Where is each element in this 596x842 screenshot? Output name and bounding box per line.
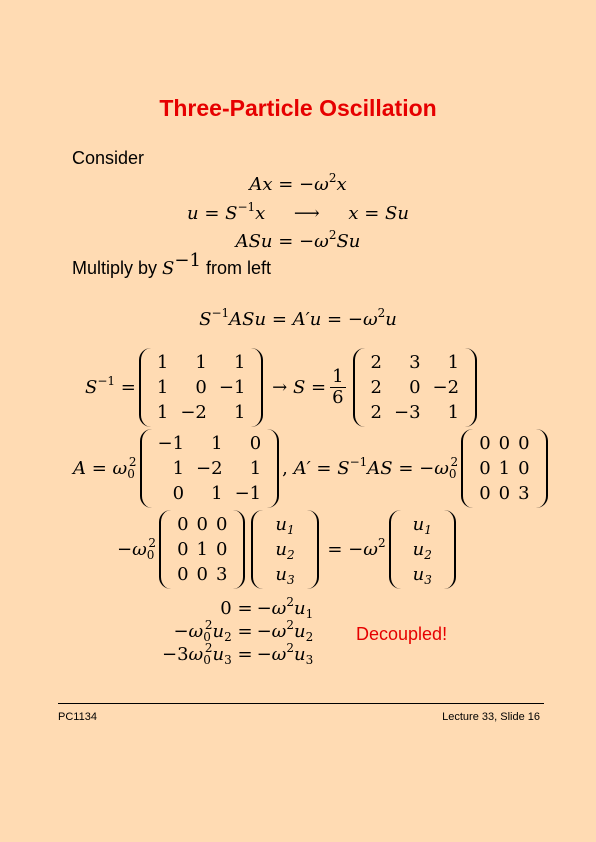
matrix-cell: 0	[498, 483, 511, 504]
matrix-cell: 3	[215, 564, 228, 585]
matrix-cell: 1	[498, 458, 511, 479]
matrix-a-prime-2	[159, 510, 245, 589]
matrix-cell: 1	[233, 402, 246, 423]
matrix-a-row: $A = \omega_0^2$ −1 1 0 1 −2 1 0 1 −1 , $A' = S^{-1}AS = -\omega_0^2$ 0 0 0 0 1 0 0 0 3	[73, 429, 551, 508]
matrix-cell: −2	[180, 402, 207, 423]
footer-slide: Lecture 33, Slide 16	[442, 711, 540, 723]
matrix-cell: 0	[518, 433, 530, 454]
decoupled-equations: 0 = $-\omega^2u_1$ $-\omega_0^2u_2$ = $-\omega^2u_2$ $-3\omega_0^2u_3$ = $-\omega^2u_3$	[162, 595, 314, 667]
vector-u: $u_1$ $u_2$ $u_3$	[251, 510, 318, 589]
matrix-cell: 0	[479, 433, 491, 454]
matrix-s-inverse	[139, 348, 264, 427]
matrix-cell: 2	[370, 377, 382, 398]
matrix-cell: −1	[234, 483, 262, 504]
matrix-cell: 0	[177, 539, 189, 560]
matrix-cell: 0	[195, 377, 207, 398]
matrix-cell: 1	[156, 402, 169, 423]
matrix-cell: 1	[195, 352, 207, 373]
matrix-cell: 0	[479, 483, 491, 504]
matrix-cell: 0	[215, 514, 228, 535]
matrix-cell: −2	[432, 377, 460, 398]
matrix-cell: 0	[196, 564, 208, 585]
matrix-cell: 2	[370, 352, 382, 373]
matrix-cell: 0	[498, 433, 511, 454]
matrix-cell: 2	[370, 402, 382, 423]
matrix-cell: 3	[409, 352, 421, 373]
matrix-cell: −1	[218, 377, 246, 398]
matrix-cell: 1	[211, 483, 223, 504]
matrix-cell: 1	[196, 539, 208, 560]
matrix-cell: 3	[518, 483, 530, 504]
matrix-cell: 0	[177, 564, 189, 585]
matrix-cell: 0	[196, 514, 208, 535]
matrix-a-prime	[461, 429, 547, 508]
matrix-cell: 0	[215, 539, 228, 560]
matrix-cell: 0	[479, 458, 491, 479]
matrix-cell: 1	[211, 433, 223, 454]
equation-asu: ASu = $-\omega^2Su$	[235, 228, 361, 252]
consider-text: Consider	[72, 148, 145, 168]
matrix-cell: 1	[249, 458, 262, 479]
matrix-s	[353, 348, 478, 427]
matrix-cell: −2	[196, 458, 223, 479]
matrix-cell: 1	[233, 352, 246, 373]
fraction-one-sixth: $\frac{1}{6}$	[332, 366, 344, 408]
matrix-cell: 0	[518, 458, 530, 479]
decoupled-label: Decoupled!	[356, 624, 448, 644]
matrix-cell: 1	[447, 352, 460, 373]
matrix-s-row: $S^{-1}$ = 1 1 1 1 0 −1 1 −2 1 → S = $\frac{1}{6}$ 2 3 1 2 0 −2 2 −3 1	[85, 348, 480, 427]
matrix-cell: 0	[172, 483, 185, 504]
matrix-cell: −3	[394, 402, 421, 423]
matrix-cell: 1	[447, 402, 460, 423]
equation-ax: $Ax = -\omega^2x$	[249, 171, 347, 195]
matrix-a	[140, 429, 280, 508]
matrix-cell: 1	[156, 352, 169, 373]
footer-rule	[58, 703, 544, 704]
vector-u-2: $u_1$ $u_2$ $u_3$	[389, 510, 456, 589]
matrix-cell: 1	[156, 377, 169, 398]
eigen-equation: $-\omega_0^2$ 0 0 0 0 1 0 0 0 3 $u_1$ $u_2$ $u_3$ = $-\omega^2$ $u_1$ $u_2$ $u_3$	[117, 510, 459, 589]
footer-course: PC1134	[58, 711, 97, 723]
matrix-cell: 0	[177, 514, 189, 535]
matrix-cell: 0	[249, 433, 262, 454]
equation-transform: $u = S^{-1}x$ ⟶ x = Su	[187, 200, 409, 224]
matrix-cell: 0	[409, 377, 421, 398]
matrix-cell: −1	[157, 433, 185, 454]
matrix-cell: 1	[172, 458, 185, 479]
slide-title: Three-Particle Oscillation	[159, 95, 437, 121]
multiply-text: Multiply by $S^{-1}$ from left	[72, 250, 271, 279]
equation-sinv-asu: $S^{-1}ASu = A'u = -\omega^2u$	[199, 306, 397, 330]
